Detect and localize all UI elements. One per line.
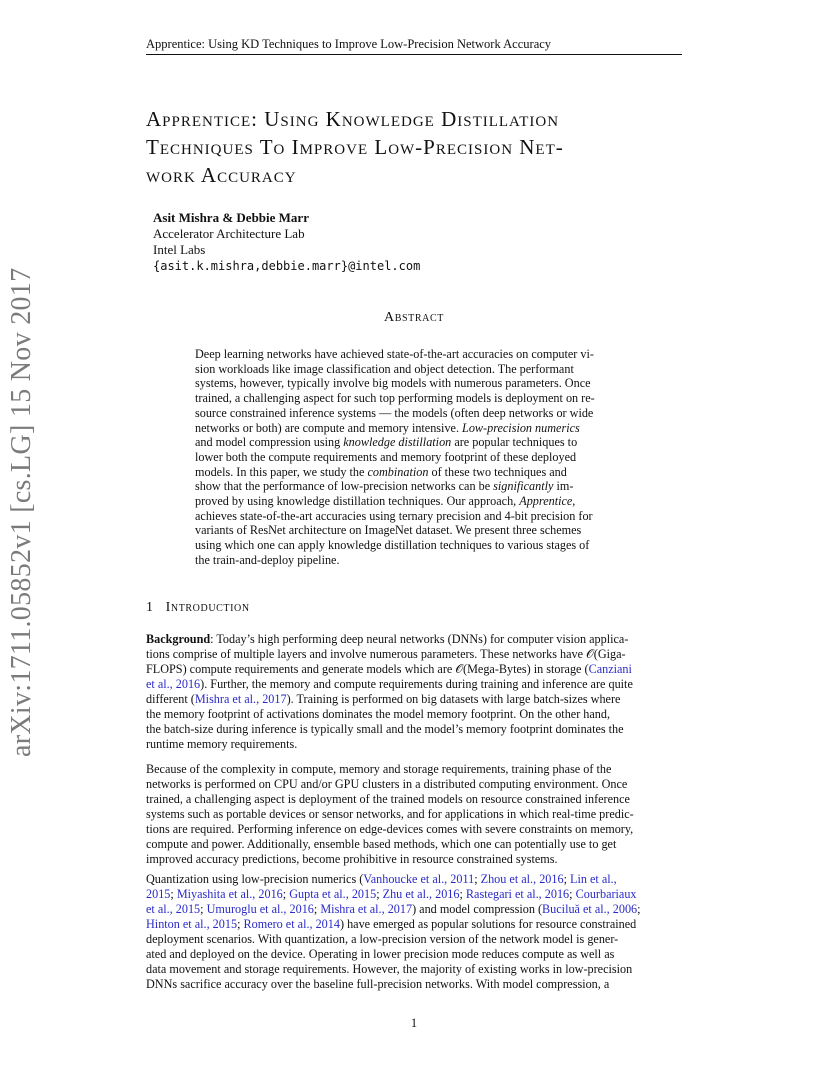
abstract-text: im- [553,479,574,494]
abstract-line: using which one can apply knowledge distillation techniques to various stages of [195,538,590,553]
abstract-line: trained, a challenging aspect for such top performing models is deployment on re- [195,391,595,406]
abstract-line [195,465,633,480]
section-heading-introduction [146,600,250,616]
paragraph-line: Because of the complexity in compute, memory and storage requirements, training phase of the [146,762,612,776]
paragraph-line: data movement and storage requirements. However, the majority of existing works in low-precision [146,962,633,976]
abstract-line [195,479,633,494]
abstract-emphasis: combination [367,464,429,479]
title-line-3: work Accuracy [146,163,297,187]
citation-separator: ; [170,887,177,901]
abstract-line [195,494,633,509]
abstract-line [195,421,633,436]
author-names: Asit Mishra & Debbie Marr [153,210,309,225]
paragraph-line: the batch-size during inference is typically small and the model’s memory footprint dominates the [146,722,624,736]
abstract-text: networks or both) are compute and memory intensive. [195,420,463,435]
abstract-body [195,347,633,568]
abstract-line: achieves state-of-the-art accuracies using ternary precision and 4-bit precision for [195,508,593,523]
paragraph-text: ). Further, the memory and compute requirements during training and inference are quite [200,677,633,691]
arxiv-identifier-stamp: arXiv:1711.05852v1 [cs.LG] 15 Nov 2017 [6,267,37,757]
section-number: 1 [146,600,154,615]
paragraph-line: systems such as portable devices or sensor networks, and for applications in which real-time predic- [146,807,634,821]
paragraph-line [146,662,682,677]
paragraph-line: compute and power. Additionally, ensemble based methods, which one can potentially use to get [146,837,617,851]
running-header: Apprentice: Using KD Techniques to Improve Low-Precision Network Accuracy [146,37,552,51]
paragraph-line: improved accuracy predictions, become prohibitive in resource constrained systems. [146,852,558,866]
title-line-2: Techniques To Improve Low-Precision Net- [146,135,564,159]
citation-link[interactable]: 2015 [146,887,171,901]
abstract-text: show that the performance of low-precision networks can be [195,479,494,494]
abstract-line: systems, however, typically involve big models with numerous parameters. Once [195,376,591,391]
paragraph-text: FLOPS) compute requirements and generate models which are 𝒪(Mega-Bytes) in storage ( [146,662,589,676]
abstract-line: the train-and-deploy pipeline. [195,552,340,567]
paragraph-line: the memory footprint of activations dominates the model memory footprint. On the other hand, [146,707,611,721]
abstract-line: Deep learning networks have achieved state-of-the-art accuracies on computer vi- [195,347,594,361]
citation-link[interactable]: Zhou et al., 2016 [480,872,564,886]
citation-separator: ; [237,917,244,931]
abstract-line [195,435,633,450]
paragraph-line: trained, a challenging aspect is deployment of the trained models on resource constrained inference [146,792,630,806]
citation-link[interactable]: Buciluǎ et al., 2006 [542,902,638,916]
paragraph-line: networks is performed on CPU and/or GPU clusters in a distributed computing environment. Once [146,777,628,791]
citation-separator: ; [563,872,571,886]
paragraph-text: Quantization using low-precision numerics ( [146,872,364,886]
abstract-emphasis: knowledge distillation [343,435,452,450]
abstract-emphasis: Low-precision numerics [462,420,580,435]
author-affiliation-org: Intel Labs [153,242,206,257]
paragraph-background [146,632,682,752]
citation-link[interactable]: Rastegari et al., 2016 [465,887,570,901]
citation-link[interactable]: Vanhoucke et al., 2011 [363,872,475,886]
paragraph-line [146,872,682,887]
paper-title [146,105,706,189]
abstract-line: variants of ResNet architecture on ImageNet dataset. We present three schemes [195,523,582,538]
title-line-1: Apprentice: Using Knowledge Distillation [146,107,560,131]
runin-heading: Background [146,632,211,646]
abstract-line: lower both the compute requirements and memory footprint of these deployed [195,449,577,464]
abstract-heading: Abstract [384,310,444,325]
citation-link[interactable]: Umuroglu et al., 2016 [206,902,314,916]
abstract-line: source constrained inference systems — the models (often deep networks or wide [195,405,594,420]
citation-link[interactable]: Gupta et al., 2015 [289,887,377,901]
abstract-text: proved by using knowledge distillation techniques. Our approach, [195,494,520,509]
citation-link[interactable]: Mishra et al., 2017 [320,902,413,916]
abstract-line: sion workloads like image classification and object detection. The performant [195,361,574,376]
paragraph-line: tions are required. Performing inference on edge-devices comes with severe constraints on memory, [146,822,634,836]
paragraph-line: deployment scenarios. With quantization, a low-precision version of the network model is gener- [146,932,619,946]
citation-link[interactable]: Courbariaux [575,887,637,901]
page-number: 1 [410,1016,418,1030]
paragraph-line [146,902,682,917]
citation-separator: ; [474,872,481,886]
paragraph-line [146,677,682,692]
paragraph-line [146,632,682,647]
abstract-emphasis: significantly [493,479,554,494]
abstract-emphasis: Apprentice [519,494,573,509]
author-affiliation-lab: Accelerator Architecture Lab [153,226,305,241]
abstract-text: , [572,494,576,509]
citation-link[interactable]: Canziani [588,662,632,676]
citation-separator: ; [376,887,383,901]
abstract-text: and model compression using [195,435,344,450]
paragraph-quantization [146,872,682,992]
citation-link[interactable]: Hinton et al., 2015 [146,917,238,931]
citation-separator: ; [282,887,290,901]
citation-link[interactable]: et al., 2015 [146,902,201,916]
paragraph-line: ated and deployed on the device. Operating in lower precision mode reduces compute as well as [146,947,615,961]
paragraph-line [146,887,682,902]
citation-separator: ; [313,902,321,916]
section-title: Introduction [165,600,250,615]
abstract-text: are popular techniques to [451,435,578,450]
author-email: {asit.k.mishra,debbie.marr}@intel.com [153,259,421,273]
header-rule [146,54,682,55]
paragraph-line: runtime memory requirements. [146,737,298,751]
paragraph-complexity [146,762,682,867]
citation-separator: ; [200,902,207,916]
paragraph-line: DNNs sacrifice accuracy over the baseline full-precision networks. With model compression, a [146,977,610,991]
paragraph-line [146,917,682,932]
citation-link[interactable]: Lin et al., [570,872,617,886]
citation-link[interactable]: et al., 2016 [146,677,201,691]
citation-separator: ; [569,887,576,901]
paragraph-text: ) have emerged as popular solutions for resource constrained [339,917,637,931]
paragraph-line [146,692,682,707]
author-block [153,210,420,274]
citation-link[interactable]: Miyashita et al., 2016 [176,887,283,901]
citation-separator: ; [459,887,466,901]
paragraph-text: different ( [146,692,195,706]
paragraph-text: ) and model compression ( [412,902,543,916]
citation-link[interactable]: Zhu et al., 2016 [382,887,460,901]
paragraph-text: ). Training is performed on big datasets with large batch-sizes where [286,692,621,706]
citation-link[interactable]: Romero et al., 2014 [243,917,340,931]
abstract-text: of these two techniques and [428,464,567,479]
abstract-text: models. In this paper, we study the [195,464,368,479]
paragraph-line: tions comprise of multiple layers and involve numerous parameters. These networks have 𝒪(Giga- [146,647,626,661]
citation-link[interactable]: Mishra et al., 2017 [194,692,287,706]
paragraph-text: : Today’s high performing deep neural networks (DNNs) for computer vision applica- [210,632,629,646]
citation-separator: ; [637,902,641,916]
